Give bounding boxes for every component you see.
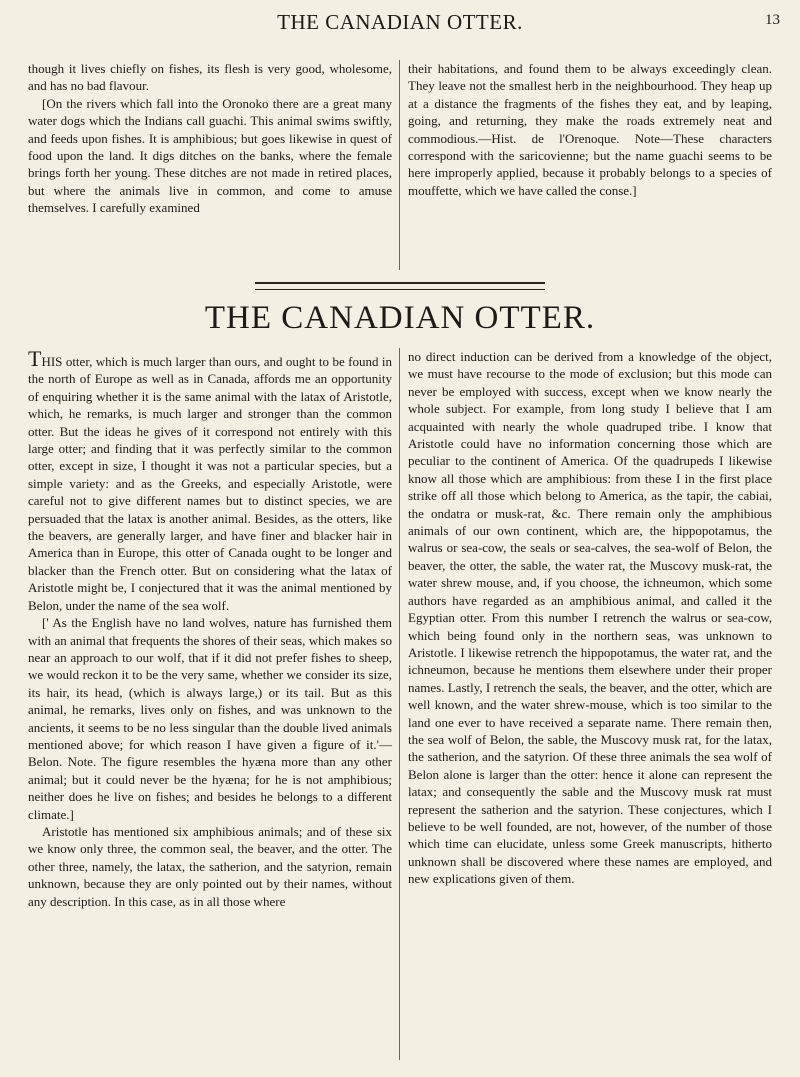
section-rule xyxy=(255,282,545,290)
paragraph: no direct induction can be derived from a knowledge of the object, we must have recourse to the mode of exclusion; but this mode can never be employed with success, except when we know nearly the whole subject. For example, from long study I believe that I am acquainted with nearly the whole quadruped tribe. I know that Aristotle could have no information concerning those which are peculiar to the continent of America. Of the quadrupeds I likewise know all those which are amphibious: from these I in the first place strike off all those which belong to America, as the tapir, the cabiai, the ondatra or musk-rat, &c. There remain only the amphibious animals of our own continent, which are, the hippopotamus, the walrus or sea-cow, the seals or sea-calves, the sea-wolf of Belon, the beaver, the otter, the sable, the water rat, the Muscovy musk-rat, the water shrew mouse, and, if you choose, the ichneumon, which some authors have regarded as an amphibious animal, and called it the Egyptian otter. From this number I retrench the walrus or sea-cow, which being found only in the northern seas, was unknown to Aristotle. I likewise retrench the hippopotamus, the water rat, and the ichneumon, because he mentions them elsewhere under their proper names. Lastly, I retrench the seals, the beaver, and the otter, which are well known, and the water shrew-mouse, which is too similar to the land one ever to have received a separate name. There remain then, the sea wolf of Belon, the sable, the Muscovy musk rat, for the latax, the satherion, and the satyrion. Of these three animals the sea wolf of Belon alone is larger than the otter: hence it alone can represent the latax; and consequently the sable and the Muscovy musk rat must represent the satherion and the satyrion. These conjectures, which I believe to be well founded, are not, however, of the number of those which time can elucidate, unless some Greek manuscripts, hitherto unknown shall be discovered where these names are employed, and new explications given of them. xyxy=(408,349,772,887)
lead-in: HIS xyxy=(41,354,63,369)
paragraph-text: otter, which is much larger than ours, and ought to be found in the north of Europe as well as in Canada, affords me an opportunity of enquiring whether it is the same animal with the latax of Aristotle, which, he remarks, is much larger and stronger than the common otter. But the ideas he gives of it correspond not entirely with this large otter; and finding that it was perfectly similar to the common otter, except in size, I thought it was not a particular species, but a simple variety: and as the Greeks, and especially Aristotle, were careful not to give different names but to distinct species, we are persuaded that the latax is another animal. Besides, as the otters, like the beavers, are generally larger, and have finer and blacker hair in America than in Europe, this otter of Canada ought to be longer and blacker than the French otter. But on considering what the latax of Aristotle might be, I conjectured that it was the animal mentioned by Belon, under the name of the sea wolf. xyxy=(28,354,392,613)
page-number: 13 xyxy=(765,12,780,28)
paragraph xyxy=(28,348,392,614)
running-title: THE CANADIAN OTTER. xyxy=(277,10,523,34)
paragraph: [On the rivers which fall into the Oronoko there are a great many water dogs which the Indians call guachi. This animal swims swiftly, and feeds upon fishes. It is amphibious; but goes likewise in quest of food upon the land. It digs ditches on the banks, where the female brings forth her young. These ditches are not made in retired places, but where the animals live in common, and come to amuse themselves. I carefully examined xyxy=(28,95,392,216)
top-left-column xyxy=(28,60,392,217)
drop-cap: T xyxy=(28,346,42,371)
paragraph: [' As the English have no land wolves, nature has furnished them with an animal that frequents the shores of their seas, which makes so near an approach to our wolf, that if it did not prefer fishes to sheep, we would reckon it to be the very same, whether we consider its size, its hair, its head, (which is always large,) or its tail. But as this animal, he remarks, lives only on fishes, and was unknown to the ancients, it seems to be no less singular than the double lived animals mentioned above; for which reason I have given a figure of it.'—Belon. Note. The figure resembles the hyæna more than any other animal; but it could never be the hyæna; for he is not amphibious; neither does he live on fishes; and besides he belongs to a different climate.] xyxy=(28,615,392,822)
paragraph: their habitations, and found them to be always exceedingly clean. They leave not the smallest herb in the neighbourhood. They heap up at a distance the fragments of the fishes they eat, and by leaping, going, and returning, they make the roads extremely neat and commodious.—Hist. de l'Orenoque. Note—These characters correspond with the saricovienne; but the name guachi seems to be here improperly applied, because it probably belongs to a species of mouffette, which we have called the conse.] xyxy=(408,61,772,198)
section-title: THE CANADIAN OTTER. xyxy=(204,300,596,336)
column-divider xyxy=(399,348,400,1060)
body-left-column xyxy=(28,348,392,910)
column-divider xyxy=(399,60,400,270)
paragraph: Aristotle has mentioned six amphibious animals; and of these six we know only three, the common seal, the beaver, and the otter. The other three, namely, the latax, the satherion, and the satyrion, remain unknown, because they are only pointed out by their names, without any description. In this case, as in all those where xyxy=(28,823,392,909)
body-right-column xyxy=(408,348,772,888)
top-right-column xyxy=(408,60,772,199)
paragraph: though it lives chiefly on fishes, its flesh is very good, wholesome, and has no bad flavour. xyxy=(28,61,392,94)
